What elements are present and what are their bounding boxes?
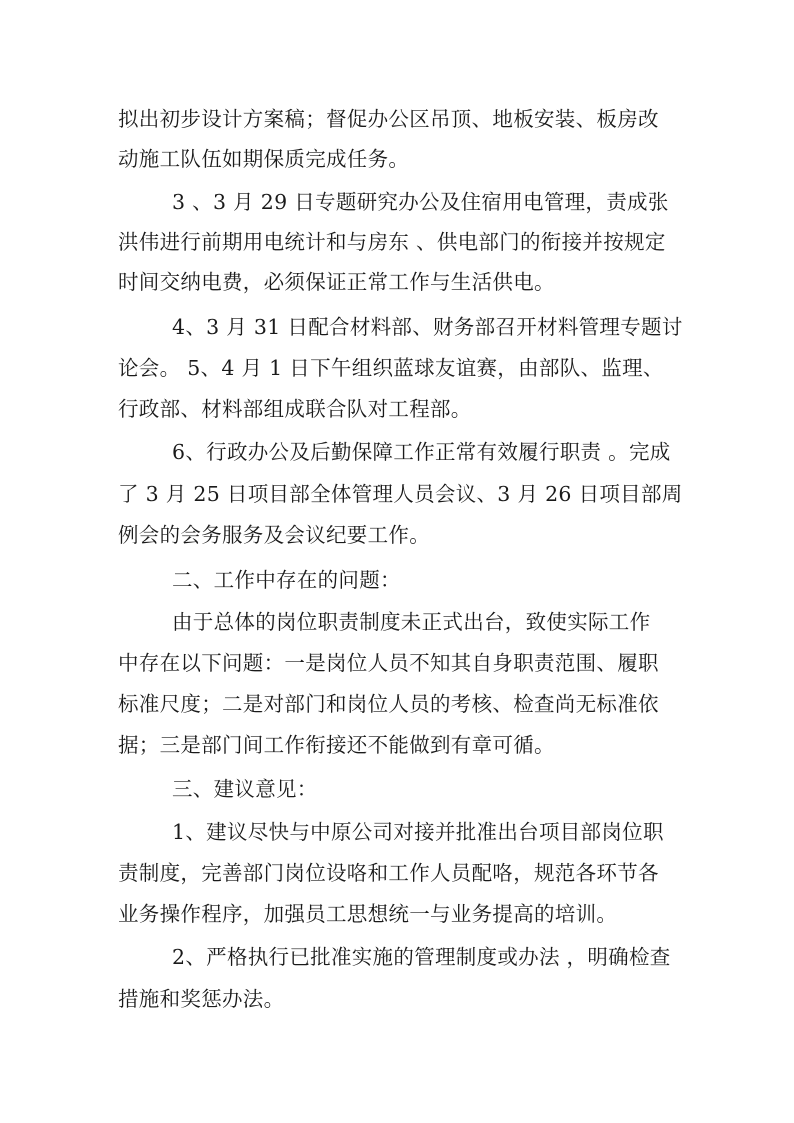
- paragraph-line: 6、行政办公及后勤保障工作正常有效履行职责 。完成: [172, 440, 671, 464]
- section-heading: 三、建议意见：: [172, 777, 318, 801]
- paragraph-line: 1、建议尽快与中原公司对接并批准出台项目部岗位职: [172, 820, 664, 844]
- paragraph-line: 2、严格执行已批准实施的管理制度或办法 ，明确检查: [172, 945, 671, 969]
- paragraph-line: 中存在以下问题：一是岗位人员不知其自身职责范围、履职: [118, 651, 659, 675]
- paragraph-line: 责制度，完善部门岗位设咯和工作人员配咯，规范各环节各: [118, 861, 659, 885]
- paragraph-line: 由于总体的岗位职责制度未正式出台，致使实际工作: [172, 610, 651, 634]
- section-heading: 二、工作中存在的问题：: [172, 568, 401, 592]
- paragraph-line: 了 3 月 25 日项目部全体管理人员会议、3 月 26 日项目部周: [118, 482, 683, 506]
- paragraph-line: 4、3 月 31 日配合材料部、财务部召开材料管理专题讨: [172, 315, 683, 339]
- paragraph-line: 业务操作程序，加强员工思想统一与业务提高的培训。: [118, 902, 618, 926]
- paragraph-line: 据；三是部门间工作衔接还不能做到有章可循。: [118, 733, 555, 757]
- paragraph-line: 论会。 5、4 月 1 日下午组织蓝球友谊赛，由部队、监理、: [118, 356, 664, 380]
- paragraph-line: 措施和奖惩办法。: [118, 987, 285, 1011]
- paragraph-line: 拟出初步设计方案稿；督促办公区吊顶、地板安装、板房改: [118, 107, 659, 131]
- paragraph-line: 洪伟进行前期用电统计和与房东 、供电部门的衔接并按规定: [118, 230, 666, 254]
- paragraph-line: 行政部、材料部组成联合队对工程部。: [118, 397, 472, 421]
- paragraph-line: 例会的会务服务及会议纪要工作。: [118, 523, 430, 547]
- paragraph-line: 标准尺度；二是对部门和岗位人员的考核、检查尚无标准依: [118, 692, 659, 716]
- paragraph-line: 3 、3 月 29 日专题研究办公及住宿用电管理，责成张: [172, 190, 669, 214]
- paragraph-line: 动施工队伍如期保质完成任务。: [118, 147, 410, 171]
- paragraph-line: 时间交纳电费，必须保证正常工作与生活供电。: [118, 270, 555, 294]
